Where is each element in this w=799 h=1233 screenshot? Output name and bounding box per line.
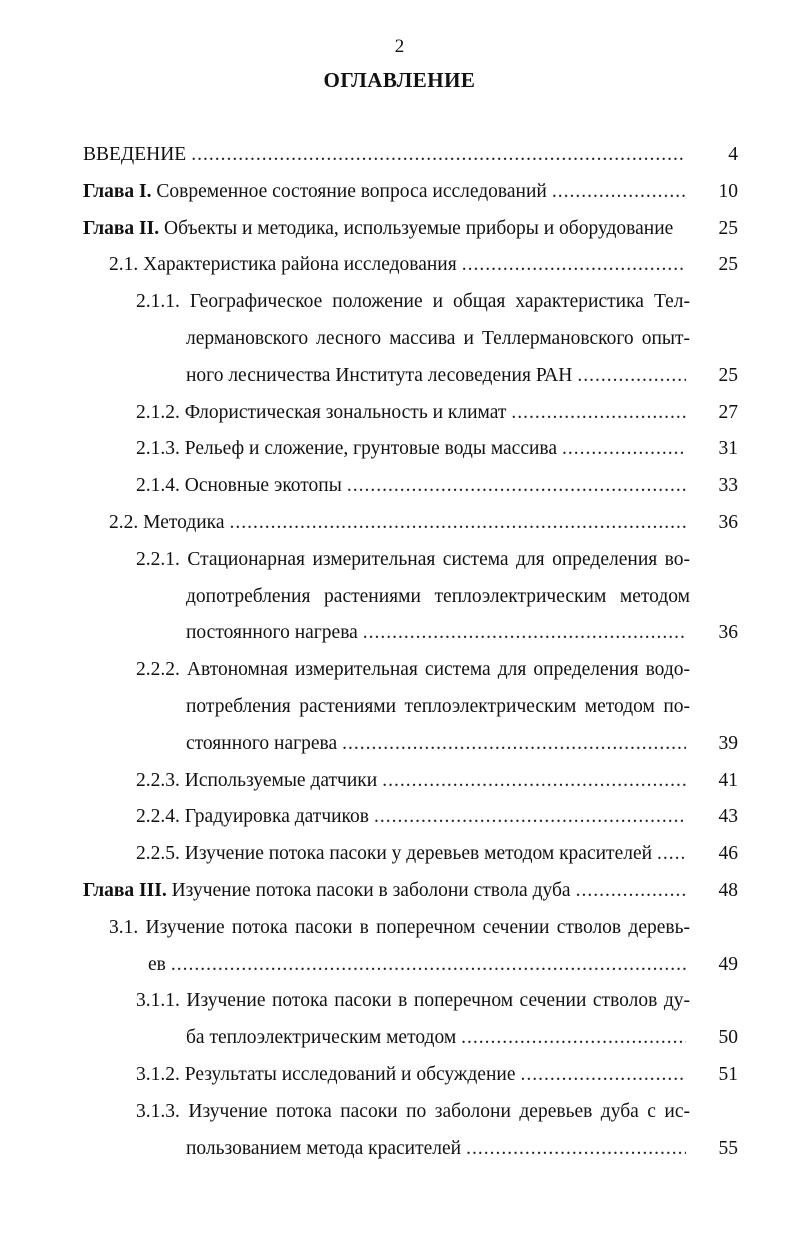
toc-entry[interactable] <box>0 211 799 248</box>
toc-entry-line <box>83 873 690 910</box>
dot-leader <box>347 468 686 505</box>
dot-leader <box>191 137 686 174</box>
toc-entry-title: 2.1.4. Основные экотопы <box>136 475 342 497</box>
toc-entry-title: 2.2.5. Изучение потока пасоки у деревьев методом красителей <box>136 843 653 865</box>
toc-entry-line <box>83 211 690 248</box>
toc-entry[interactable] <box>0 873 799 910</box>
toc-entry-line <box>186 726 690 763</box>
toc-page-number: 10 <box>718 180 738 202</box>
toc-page-number: 49 <box>718 953 738 975</box>
dot-leader <box>511 395 686 432</box>
toc-entry-title: ба теплоэлектрическим методом <box>186 1027 457 1049</box>
toc-entry[interactable] <box>0 137 799 174</box>
toc-entry-title: Глава III. Изучение потока пасоки в заболони ствола дуба <box>83 879 571 901</box>
toc-page-number: 33 <box>718 475 738 497</box>
toc-entry-title: 2.1. Характеристика района исследования <box>109 254 457 276</box>
toc-entry-title: 2.2.1. Стационарная измерительная система для определения во- <box>136 548 690 570</box>
toc-entry-title: 2.1.1. Географическое положение и общая характеристика Тел- <box>136 291 690 313</box>
table-of-contents <box>0 137 799 1167</box>
toc-entry[interactable] <box>0 284 799 394</box>
toc-entry-title: 3.1. Изучение потока пасоки в поперечном сечении стволов деревь- <box>109 916 690 938</box>
chapter-label: Глава II. <box>83 217 160 239</box>
toc-page-number: 25 <box>718 364 738 386</box>
toc-page-number: 36 <box>718 511 738 533</box>
toc-entry-line <box>136 836 690 873</box>
toc-entry[interactable] <box>0 395 799 432</box>
toc-entry-line <box>136 652 690 689</box>
toc-entry[interactable] <box>0 910 799 984</box>
toc-entry-line <box>136 395 690 432</box>
toc-entry-line <box>109 247 690 284</box>
toc-entry-title: стоянного нагрева <box>186 732 338 754</box>
toc-entry-title: ев <box>148 953 166 975</box>
dot-leader <box>342 726 686 763</box>
toc-entry-line <box>136 431 690 468</box>
toc-page-number: 25 <box>718 254 738 276</box>
toc-page-number: 4 <box>728 144 738 165</box>
toc-entry-line <box>186 1020 690 1057</box>
toc-entry[interactable] <box>0 174 799 211</box>
dot-leader <box>171 947 686 984</box>
toc-entry-line <box>83 174 690 211</box>
dot-leader <box>382 763 686 800</box>
toc-entry-line <box>109 910 690 947</box>
toc-entry-title: пользованием метода красителей <box>186 1137 462 1159</box>
toc-entry-title: ВВЕДЕНИЕ <box>83 144 187 165</box>
dot-leader <box>461 1020 686 1057</box>
toc-entry-title: 3.1.2. Результаты исследований и обсуждение <box>136 1063 516 1085</box>
toc-entry-title: 2.2.4. Градуировка датчиков <box>136 806 370 828</box>
toc-entry-title: ного лесничества Института лесоведения РАН <box>186 364 573 386</box>
toc-page-number: 39 <box>718 732 738 754</box>
toc-page-number: 31 <box>718 438 738 460</box>
toc-entry-line <box>136 542 690 579</box>
toc-entry[interactable] <box>0 763 799 800</box>
toc-entry-title: потребления растениями теплоэлектрическим методом по- <box>186 695 690 717</box>
page-number: 2 <box>394 36 405 57</box>
toc-entry-line <box>186 321 690 358</box>
toc-entry-title: 3.1.1. Изучение потока пасоки в поперечном сечении стволов ду- <box>136 990 690 1012</box>
toc-entry-line <box>148 947 690 984</box>
dot-leader <box>230 505 686 542</box>
toc-page-number: 43 <box>718 806 738 828</box>
dot-leader <box>374 799 686 836</box>
toc-entry-line <box>136 799 690 836</box>
toc-entry-title: постоянного нагрева <box>186 622 358 644</box>
toc-entry-title: 2.1.2. Флористическая зональность и климат <box>136 401 507 423</box>
toc-entry[interactable] <box>0 1094 799 1168</box>
toc-entry[interactable] <box>0 468 799 505</box>
toc-entry[interactable] <box>0 836 799 873</box>
dot-leader <box>562 431 686 468</box>
toc-entry-title: 3.1.3. Изучение потока пасоки по заболони деревьев дуба с ис- <box>136 1100 690 1122</box>
toc-entry-line <box>83 137 690 174</box>
toc-entry-title: 2.2.3. Используемые датчики <box>136 769 378 791</box>
page-title: ОГЛАВЛЕНИЕ <box>323 68 476 92</box>
toc-entry-line <box>136 1094 690 1131</box>
chapter-label: Глава III. <box>83 879 167 901</box>
dot-leader <box>521 1057 687 1094</box>
toc-page-number: 27 <box>718 401 738 423</box>
toc-entry-line <box>136 763 690 800</box>
toc-entry-title: допотребления растениями теплоэлектрическим методом <box>186 585 690 607</box>
toc-entry[interactable] <box>0 542 799 652</box>
toc-entry-line <box>136 284 690 321</box>
toc-entry[interactable] <box>0 652 799 762</box>
toc-entry-title: 2.2. Методика <box>109 511 225 533</box>
toc-entry-line <box>136 468 690 505</box>
toc-entry-line <box>186 689 690 726</box>
dot-leader <box>462 247 686 284</box>
toc-page-number: 55 <box>718 1137 738 1159</box>
toc-entry[interactable] <box>0 505 799 542</box>
dot-leader <box>466 1131 686 1168</box>
toc-page-number: 36 <box>718 622 738 644</box>
toc-entry-line <box>186 615 690 652</box>
toc-entry-title: 2.1.3. Рельеф и сложение, грунтовые воды массива <box>136 438 558 460</box>
toc-entry-title: Глава II. Объекты и методика, используемые приборы и оборудование <box>83 217 674 239</box>
toc-page-number: 48 <box>718 879 738 901</box>
toc-entry[interactable] <box>0 799 799 836</box>
toc-entry-line <box>186 1131 690 1168</box>
toc-page-number: 50 <box>718 1027 738 1049</box>
toc-entry-title: лермановского лесного массива и Теллермановского опыт- <box>186 327 690 349</box>
toc-page-number: 41 <box>718 769 738 791</box>
toc-page-number: 51 <box>718 1063 738 1085</box>
toc-entry[interactable] <box>0 247 799 284</box>
toc-entry[interactable] <box>0 1057 799 1094</box>
dot-leader <box>552 174 686 211</box>
toc-entry[interactable] <box>0 983 799 1057</box>
dot-leader <box>363 615 686 652</box>
chapter-label: Глава I. <box>83 180 152 202</box>
toc-page-number: 25 <box>718 217 738 239</box>
toc-entry-line <box>136 983 690 1020</box>
toc-entry-line <box>136 1057 690 1094</box>
toc-entry-title: Глава I. Современное состояние вопроса исследований <box>83 180 547 202</box>
toc-entry[interactable] <box>0 431 799 468</box>
toc-entry-line <box>109 505 690 542</box>
dot-leader <box>577 358 686 395</box>
toc-entry-line <box>186 358 690 395</box>
toc-entry-line <box>186 579 690 616</box>
toc-page-number: 46 <box>718 843 738 865</box>
toc-entry-title: 2.2.2. Автономная измерительная система для определения водо- <box>136 659 690 681</box>
dot-leader <box>657 836 686 873</box>
dot-leader <box>576 873 686 910</box>
